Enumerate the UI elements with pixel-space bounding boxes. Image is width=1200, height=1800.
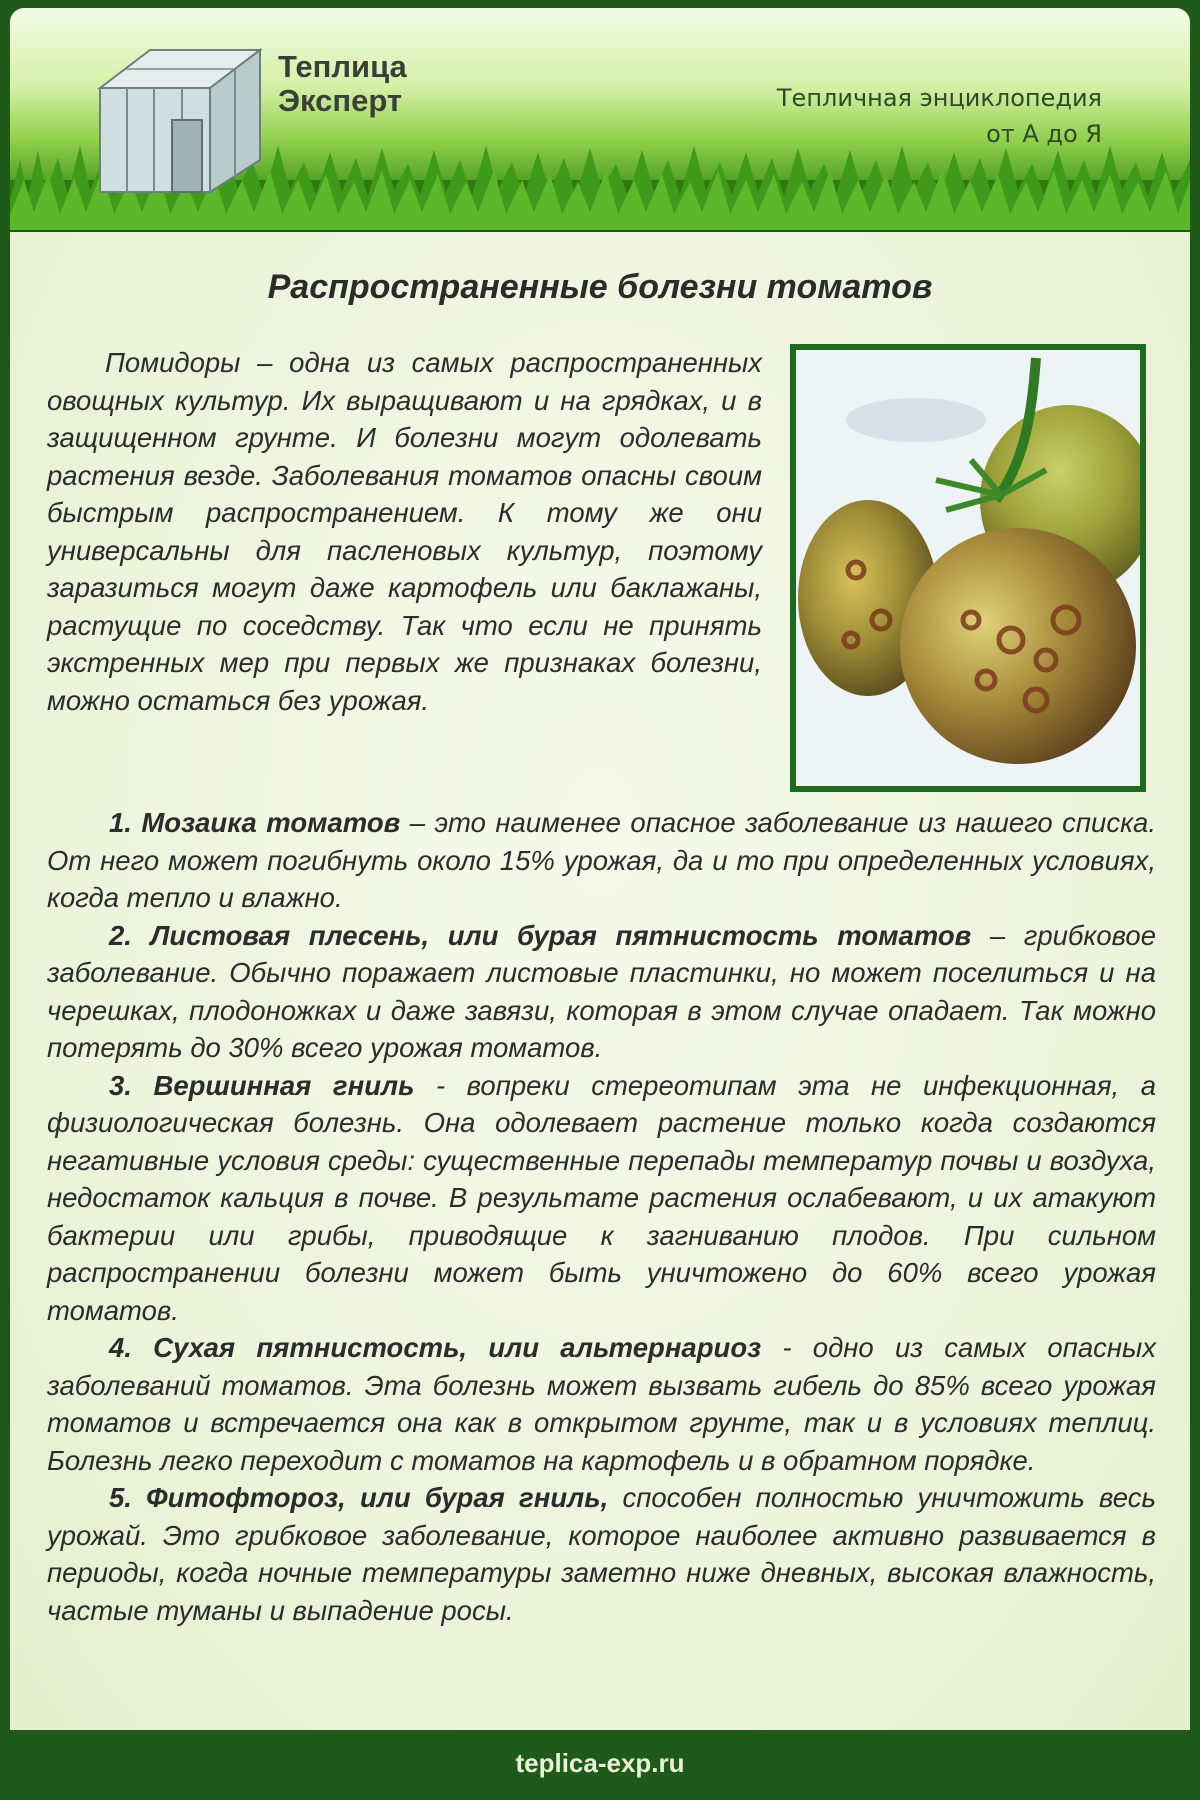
item-text: - одно из самых опасных заболеваний томатов. Эта болезнь может вызвать гибель до 85% всего урожая томатов и встречается она как в открытом грунте, так и в условиях теплиц. Болезнь легко переходит с томатов на картофель и в обратном порядке. <box>47 1332 1156 1476</box>
logo-line-2: Эксперт <box>278 83 403 118</box>
item-text: - вопреки стереотипам эта не инфекционная, а физиологическая болезнь. Она одолевает растение только когда создаются негативные условия среды: существенные перепады температур почвы и воздуха, недостаток кальция в почве. В результате растения ослабевают, и их атакуют бактерии или грибы, приводящие к загниванию плодов. При сильном распространении болезни может быть уничтожено до 60% всего урожая томатов. <box>47 1069 1156 1326</box>
diseased-tomato-image <box>796 350 1140 786</box>
logo-text <box>278 50 407 118</box>
tagline-line-1: Тепличная энциклопедия <box>776 84 1102 112</box>
list-item <box>47 1329 1156 1479</box>
greenhouse-logo-icon <box>90 30 270 200</box>
list-item <box>47 917 1156 1067</box>
tomato-photo <box>790 344 1146 792</box>
tagline <box>777 80 1102 152</box>
logo-line-1: Теплица <box>278 49 407 84</box>
article-title: Распространенные болезни томатов <box>267 268 933 306</box>
tagline-line-2: от А до Я <box>986 120 1102 148</box>
item-heading: 4. Сухая пятнистость, или альтернариоз <box>109 1332 762 1363</box>
item-heading: 3. Вершинная гниль <box>109 1069 415 1101</box>
item-text: – грибковое заболевание. Обычно поражает листовые пластинки, но может поселиться и на черешках, плодоножках и даже завязи, которая в этом случае опадает. Так можно потерять до 30% всего урожая томатов. <box>47 919 1157 1063</box>
intro-paragraph: Помидоры – одна из самых распространенных овощных культур. Их выращивают и на грядках, и в защищенном грунте. И болезни могут одолевать растения везде. Заболевания томатов опасны своим быстрым распространением. К тому же они универсальны для пасленовых культур, поэтому заразиться могут даже картофель или баклажаны, растущие по соседству. Так что если не принять экстренных мер при первых же признаках болезни, можно остаться без урожая. <box>47 347 762 716</box>
footer <box>0 1730 1200 1800</box>
list-item <box>47 804 1156 917</box>
item-text: способен полностью уничтожить весь урожай. Это грибковое заболевание, которое наиболее активно развивается в периоды, когда ночные температуры заметно ниже дневных, высокая влажность, частые туманы и выпадение росы. <box>47 1482 1156 1626</box>
list-item <box>47 1479 1156 1629</box>
list-item <box>47 1067 1156 1330</box>
header-banner <box>10 8 1190 230</box>
article-content <box>10 232 1190 1730</box>
item-heading: 1. Мозаика томатов <box>109 807 401 838</box>
disease-list <box>47 804 1156 1629</box>
item-heading: 5. Фитофтороз, или бурая гниль, <box>109 1482 609 1513</box>
item-text: – это наименее опасное заболевание из нашего списка. От него может погибнуть около 15% урожая, да и то при определенных условиях, когда тепло и влажно. <box>47 807 1156 913</box>
item-heading: 2. Листовая плесень, или бурая пятнистость томатов <box>109 919 972 951</box>
footer-site-link[interactable]: teplica-exp.ru <box>515 1748 685 1778</box>
